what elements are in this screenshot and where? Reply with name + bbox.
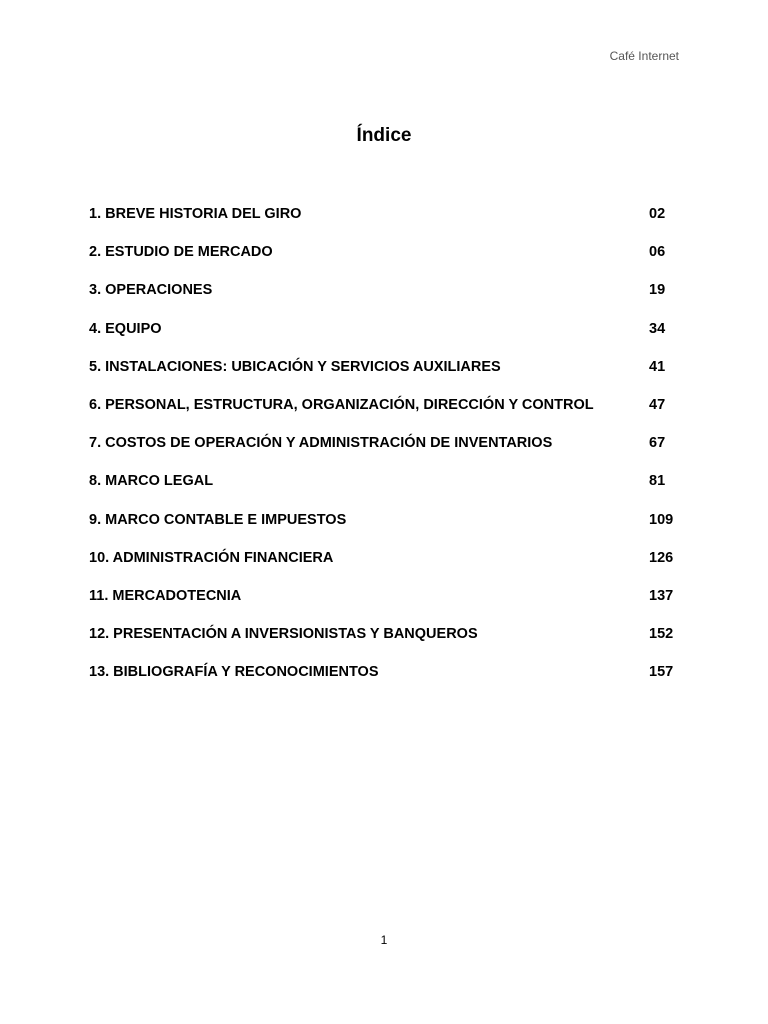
page-number: 1 — [380, 933, 388, 947]
toc-entry — [89, 205, 679, 243]
toc-entry-title: 10. ADMINISTRACIÓN FINANCIERA — [89, 549, 334, 566]
page-title: Índice — [356, 125, 412, 146]
toc-entry-title: 9. MARCO CONTABLE E IMPUESTOS — [89, 511, 347, 528]
toc-entry — [89, 243, 679, 281]
toc-entry-title: 13. BIBLIOGRAFÍA Y RECONOCIMIENTOS — [89, 664, 379, 681]
toc-entry — [89, 549, 679, 587]
toc-entry-page: 67 — [649, 435, 666, 452]
toc-entry-page: 47 — [649, 396, 666, 413]
toc-entry-page: 19 — [649, 282, 666, 299]
toc-entry — [89, 434, 679, 472]
toc-entry-page: 02 — [649, 206, 666, 222]
toc-entry-title: 11. MERCADOTECNIA — [89, 587, 242, 604]
table-of-contents — [89, 205, 679, 701]
toc-entry-page: 06 — [649, 244, 666, 261]
toc-entry — [89, 358, 679, 396]
toc-entry — [89, 320, 679, 358]
toc-entry-title: 12. PRESENTACIÓN A INVERSIONISTAS Y BANQUEROS — [89, 626, 478, 643]
toc-entry-title: 7. COSTOS DE OPERACIÓN Y ADMINISTRACIÓN DE INVENTARIOS — [89, 435, 553, 452]
toc-entry-page: 126 — [649, 549, 674, 566]
toc-entry-title: 8. MARCO LEGAL — [89, 473, 214, 490]
toc-entry-page: 152 — [649, 626, 674, 643]
toc-entry — [89, 625, 679, 663]
toc-entry — [89, 396, 679, 434]
toc-entry-title: 5. INSTALACIONES: UBICACIÓN Y SERVICIOS AUXILIARES — [89, 358, 501, 375]
toc-entry-page: 157 — [649, 664, 674, 681]
running-header: Café Internet — [609, 49, 679, 63]
toc-entry-page: 34 — [649, 320, 666, 337]
toc-entry-title: 2. ESTUDIO DE MERCADO — [89, 244, 273, 261]
toc-entry-page: 109 — [649, 511, 674, 528]
toc-entry-title: 4. EQUIPO — [89, 320, 162, 337]
toc-entry — [89, 663, 679, 701]
toc-entry-title: 3. OPERACIONES — [89, 282, 213, 299]
toc-entry — [89, 281, 679, 319]
toc-entry-page: 137 — [649, 587, 674, 604]
toc-entry — [89, 587, 679, 625]
toc-entry — [89, 511, 679, 549]
toc-entry-page: 81 — [649, 473, 666, 490]
toc-entry — [89, 472, 679, 510]
toc-entry-page: 41 — [649, 358, 666, 375]
toc-entry-title: 6. PERSONAL, ESTRUCTURA, ORGANIZACIÓN, DIRECCIÓN Y CONTROL — [89, 396, 594, 413]
toc-entry-title: 1. BREVE HISTORIA DEL GIRO — [89, 206, 302, 222]
